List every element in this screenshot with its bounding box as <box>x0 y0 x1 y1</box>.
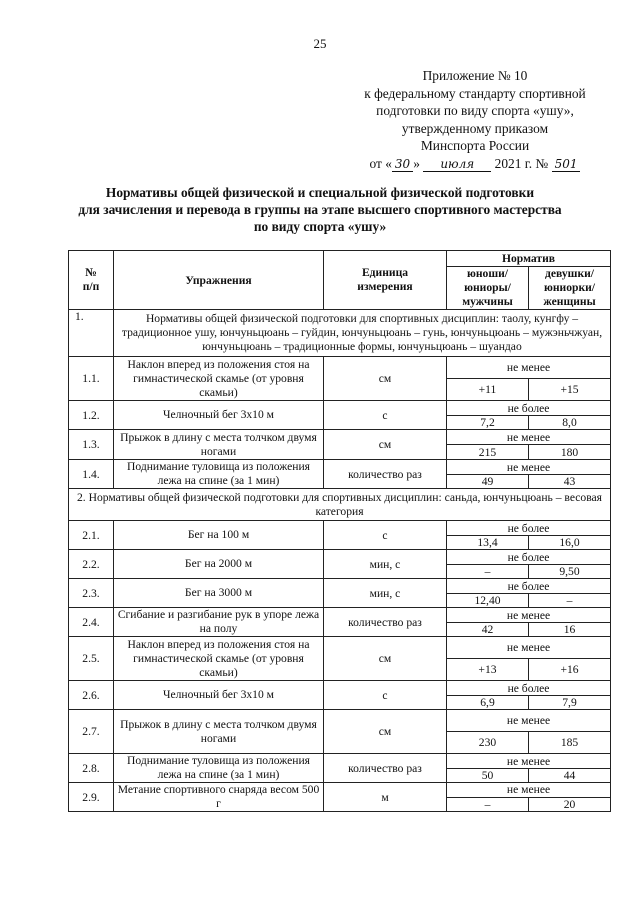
appendix-block <box>340 67 610 172</box>
table-row <box>69 460 611 475</box>
table-row <box>69 430 611 445</box>
appendix-line: к федеральному стандарту спортивной <box>364 85 586 101</box>
date-prefix: от « <box>369 155 392 171</box>
date-year: 2021 г. № <box>494 155 549 171</box>
value-male: 7,2 <box>447 416 529 430</box>
value-female: 16 <box>529 623 611 637</box>
unit-of-measure: мин, с <box>324 579 447 608</box>
exercise-name: Прыжок в длину с места толчком двумя ногами <box>114 710 324 754</box>
table-row <box>69 637 611 659</box>
norm-condition: не более <box>447 550 611 565</box>
unit-of-measure: м <box>324 783 447 812</box>
row-number: 1.2. <box>69 401 114 430</box>
norm-condition: не менее <box>447 460 611 475</box>
table-row <box>69 357 611 379</box>
value-female: 20 <box>529 797 611 812</box>
unit-of-measure: см <box>324 357 447 401</box>
norm-condition: не менее <box>447 754 611 769</box>
document-title <box>20 184 620 235</box>
value-male: +13 <box>447 659 529 681</box>
title-line: Нормативы общей физической и специальной физической подготовки <box>105 185 535 200</box>
value-female: 7,9 <box>529 696 611 710</box>
section-row <box>69 310 611 357</box>
header-unit: Единица измерения <box>324 251 447 310</box>
appendix-line: подготовки по виду спорта «ушу», <box>376 103 574 118</box>
exercise-name: Прыжок в длину с места толчком двумя ногами <box>114 430 324 460</box>
value-female: 44 <box>529 769 611 783</box>
row-number: 2.5. <box>69 637 114 681</box>
value-male: 230 <box>447 732 529 754</box>
value-male: 6,9 <box>447 696 529 710</box>
unit-of-measure: мин, с <box>324 550 447 579</box>
appendix-line: утвержденному приказом <box>401 120 549 136</box>
table-row <box>69 401 611 416</box>
norm-condition: не более <box>447 401 611 416</box>
title-line: по виду спорта «ушу» <box>253 219 387 234</box>
value-female: 185 <box>529 732 611 754</box>
value-male: 42 <box>447 623 529 637</box>
row-number: 1.3. <box>69 430 114 460</box>
header-male: юноши/ юниоры/ мужчины <box>447 267 529 310</box>
unit-of-measure: количество раз <box>324 460 447 489</box>
norm-condition: не менее <box>447 783 611 798</box>
row-number: 1.4. <box>69 460 114 489</box>
unit-of-measure: с <box>324 401 447 430</box>
value-male: 50 <box>447 769 529 783</box>
exercise-name: Бег на 100 м <box>114 521 324 550</box>
table-row <box>69 754 611 769</box>
norm-condition: не более <box>447 521 611 536</box>
row-number: 2.7. <box>69 710 114 754</box>
appendix-line: Минспорта России <box>420 138 530 153</box>
value-female: +15 <box>529 379 611 401</box>
exercise-name: Бег на 3000 м <box>114 579 324 608</box>
value-female: 8,0 <box>529 416 611 430</box>
date-month-handwritten: июля <box>423 158 491 172</box>
row-number: 1.1. <box>69 357 114 401</box>
header-num: № п/п <box>69 251 114 310</box>
date-day-handwritten: 30 <box>392 158 413 172</box>
norm-condition: не менее <box>447 637 611 659</box>
exercise-name: Наклон вперед из положения стоя на гимнастической скамье (от уровня скамьи) <box>114 637 324 681</box>
date-mid: » <box>413 155 420 171</box>
page-number: 25 <box>313 36 327 51</box>
row-number: 2.3. <box>69 579 114 608</box>
norm-condition: не менее <box>447 357 611 379</box>
row-number: 2.2. <box>69 550 114 579</box>
header-female: девушки/ юниорки/ женщины <box>529 267 611 310</box>
table-row <box>69 521 611 536</box>
value-male: 49 <box>447 475 529 489</box>
header-norm: Норматив <box>447 251 611 267</box>
value-female: 16,0 <box>529 536 611 550</box>
section-title: Нормативы общей физической подготовки для спортивных дисциплин: таолу, кунгфу – традиционное ушу, юнчуньцюань – гуйдин, юнчуньцюань – гунь, юнчуньцюань – мужэньчжуан, юнчуньцюань – традиционные формы, юнчуньцюань – шуандао <box>114 310 611 357</box>
table-body <box>69 310 611 812</box>
exercise-name: Челночный бег 3х10 м <box>114 401 324 430</box>
order-date-line <box>340 155 610 173</box>
value-female: 9,50 <box>529 565 611 579</box>
exercise-name: Поднимание туловища из положения лежа на спине (за 1 мин) <box>114 754 324 783</box>
section-row <box>69 489 611 521</box>
order-number-handwritten: 501 <box>552 158 581 172</box>
table-row <box>69 550 611 565</box>
value-male: 215 <box>447 445 529 460</box>
row-number: 2.1. <box>69 521 114 550</box>
value-male: 13,4 <box>447 536 529 550</box>
exercise-name: Бег на 2000 м <box>114 550 324 579</box>
table-row <box>69 608 611 623</box>
title-line: для зачисления и перевода в группы на этапе высшего спортивного мастерства <box>78 202 562 217</box>
exercise-name: Метание спортивного снаряда весом 500 г <box>114 783 324 812</box>
value-male: 12,40 <box>447 594 529 608</box>
row-number: 2.8. <box>69 754 114 783</box>
value-male: – <box>447 797 529 812</box>
norm-condition: не более <box>447 579 611 594</box>
exercise-name: Сгибание и разгибание рук в упоре лежа на полу <box>114 608 324 637</box>
unit-of-measure: см <box>324 710 447 754</box>
table-row <box>69 783 611 798</box>
exercise-name: Поднимание туловища из положения лежа на спине (за 1 мин) <box>114 460 324 489</box>
row-number: 2.6. <box>69 681 114 710</box>
unit-of-measure: количество раз <box>324 608 447 637</box>
table-row <box>69 710 611 732</box>
row-number: 2.9. <box>69 783 114 812</box>
unit-of-measure: с <box>324 521 447 550</box>
section-num: 1. <box>69 310 114 357</box>
unit-of-measure: с <box>324 681 447 710</box>
norm-condition: не менее <box>447 710 611 732</box>
table-row <box>69 681 611 696</box>
standards-table <box>68 250 611 812</box>
value-female: +16 <box>529 659 611 681</box>
exercise-name: Челночный бег 3х10 м <box>114 681 324 710</box>
section-title: 2. Нормативы общей физической подготовки для спортивных дисциплин: саньда, юнчуньцюань – весовая категория <box>69 489 611 521</box>
header-exercise: Упражнения <box>114 251 324 310</box>
appendix-line: Приложение № 10 <box>422 68 528 83</box>
norm-condition: не более <box>447 681 611 696</box>
norm-condition: не менее <box>447 430 611 445</box>
value-female: – <box>529 594 611 608</box>
unit-of-measure: см <box>324 637 447 681</box>
norm-condition: не менее <box>447 608 611 623</box>
value-female: 180 <box>529 445 611 460</box>
exercise-name: Наклон вперед из положения стоя на гимнастической скамье (от уровня скамьи) <box>114 357 324 401</box>
value-male: – <box>447 565 529 579</box>
row-number: 2.4. <box>69 608 114 637</box>
unit-of-measure: см <box>324 430 447 460</box>
unit-of-measure: количество раз <box>324 754 447 783</box>
value-male: +11 <box>447 379 529 401</box>
value-female: 43 <box>529 475 611 489</box>
table-row <box>69 579 611 594</box>
